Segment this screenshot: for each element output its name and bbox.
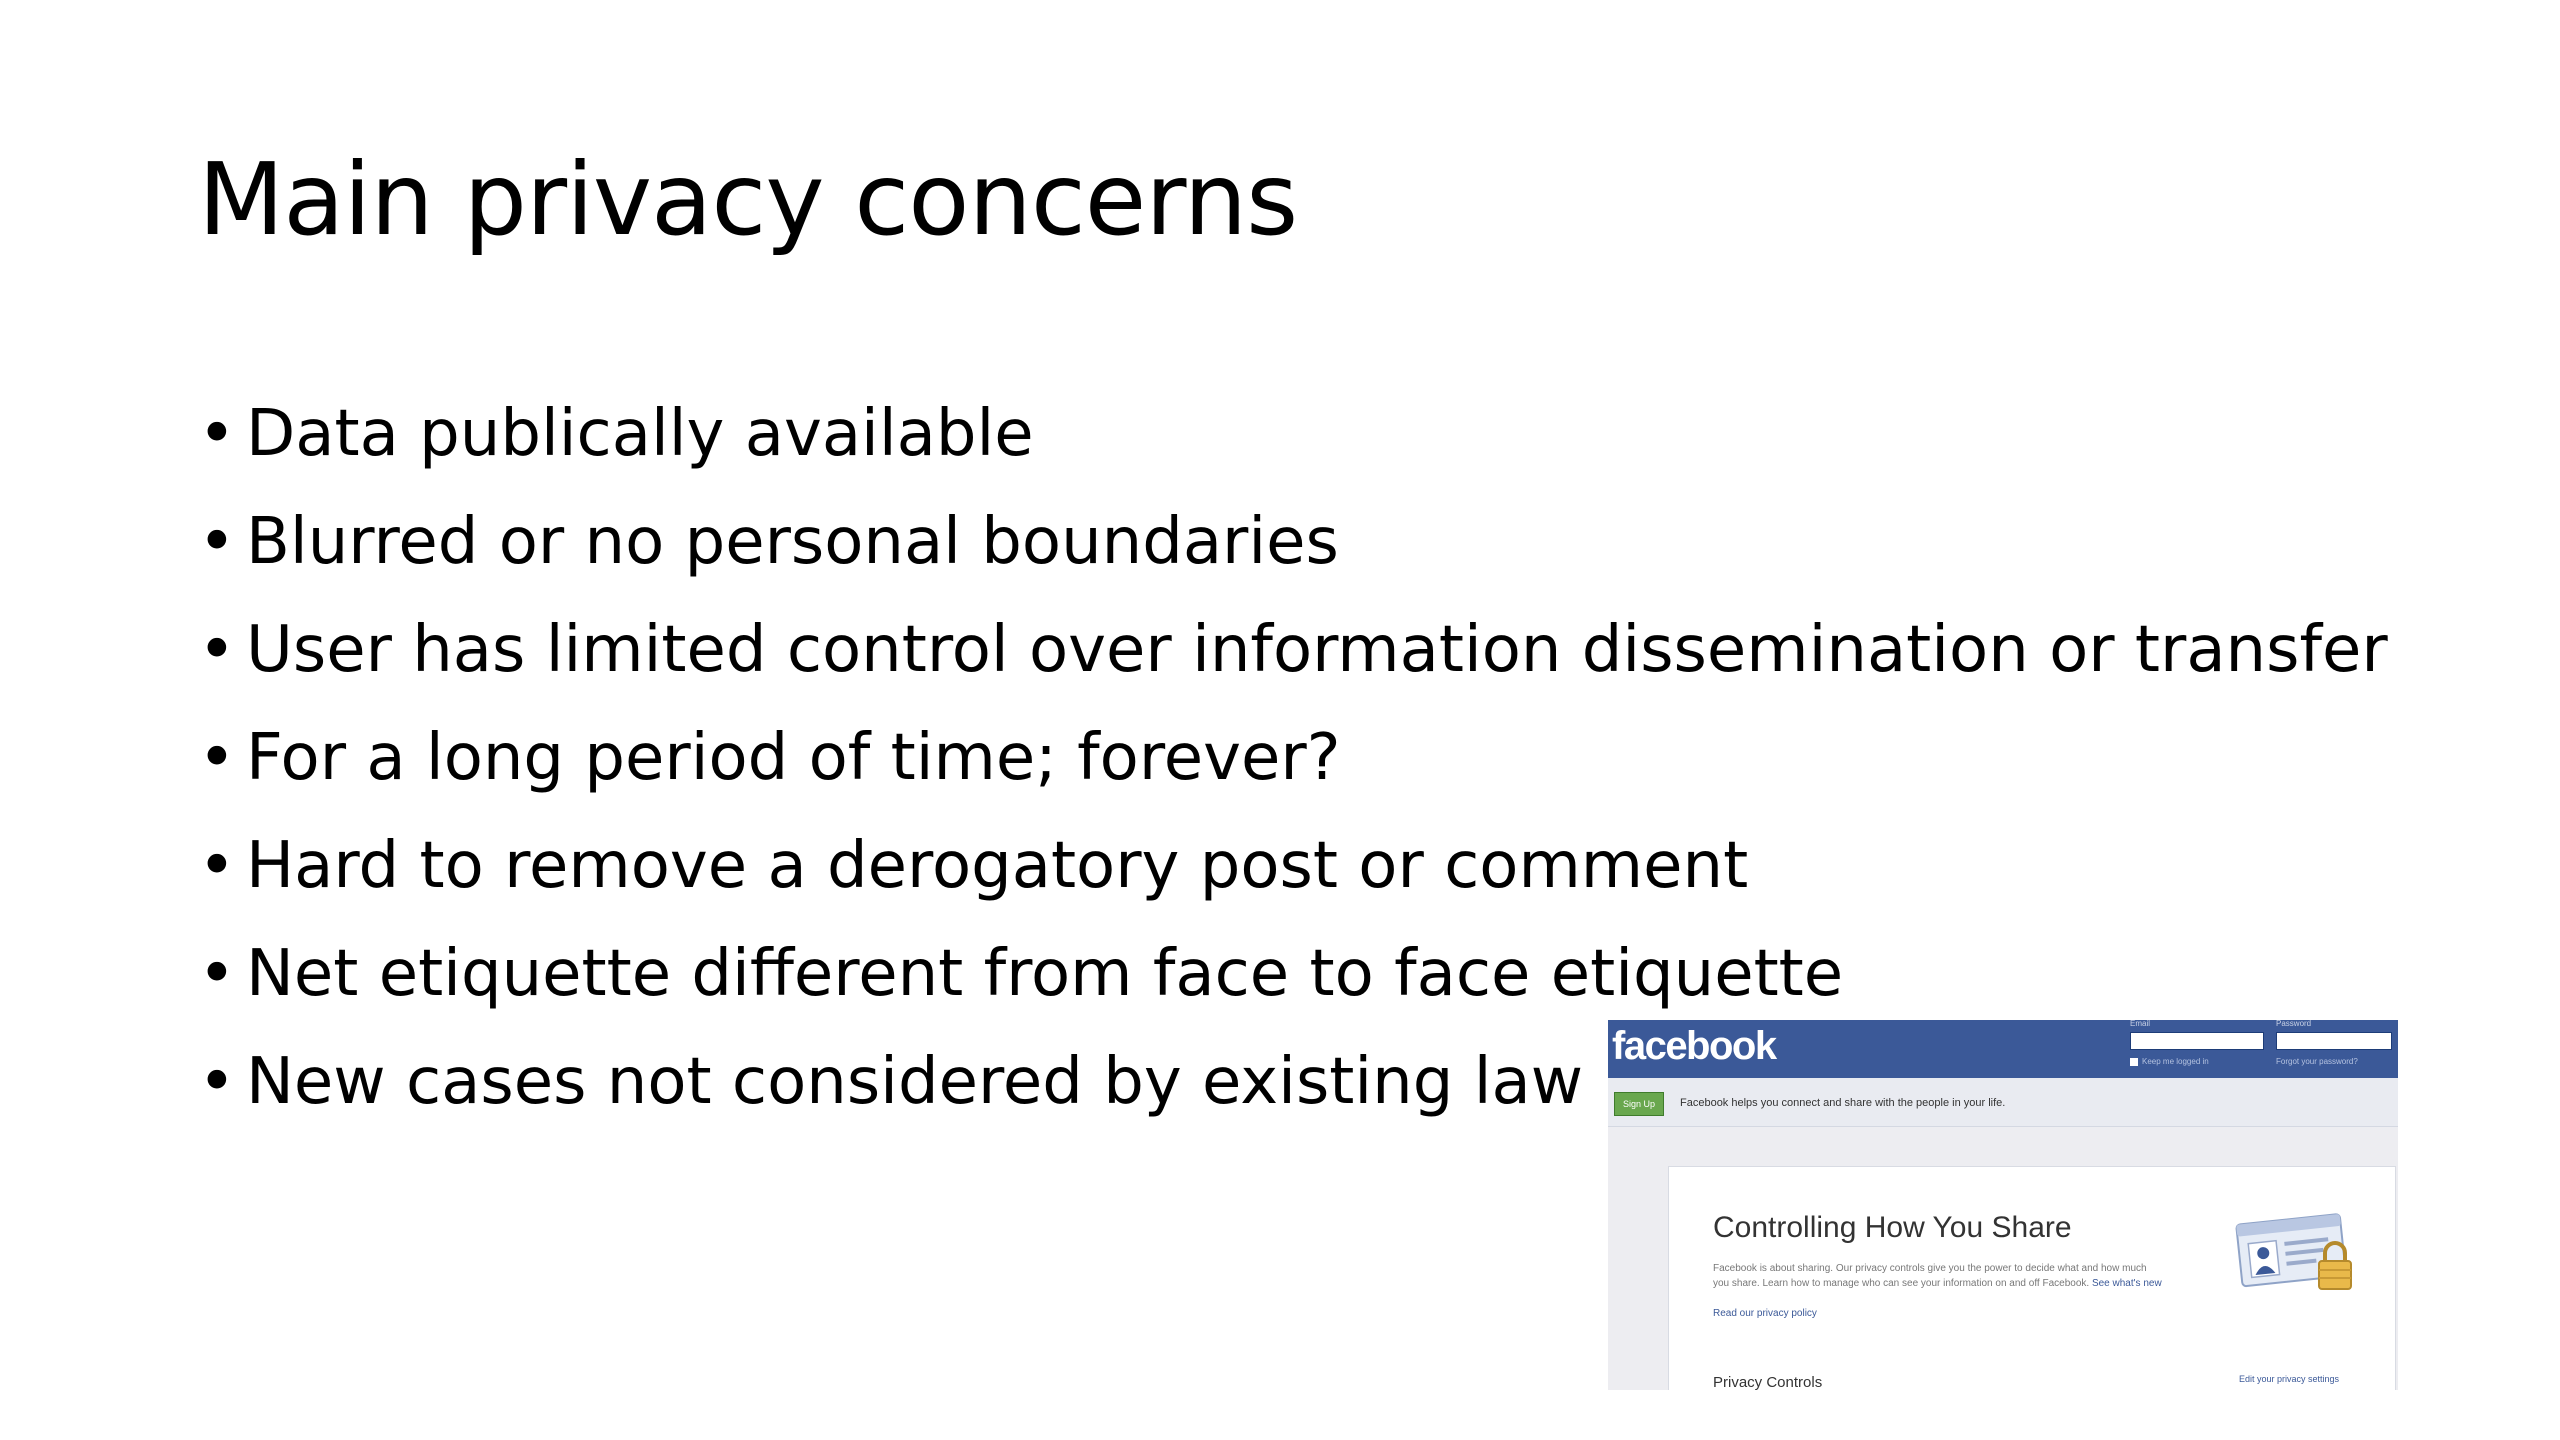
password-field xyxy=(2276,1032,2392,1050)
bullet-symbol: • xyxy=(198,1045,236,1119)
bullet-text: Data publically available xyxy=(246,397,1034,471)
email-field xyxy=(2130,1032,2264,1050)
keep-logged-in-checkbox xyxy=(2130,1058,2138,1066)
privacy-controls-heading: Privacy Controls xyxy=(1713,1374,1823,1390)
bullet-item xyxy=(198,718,2388,826)
bullet-symbol: • xyxy=(198,721,236,795)
password-label: Password xyxy=(2276,1020,2312,1028)
bullet-item xyxy=(198,502,2388,610)
privacy-card-description xyxy=(1713,1261,2163,1291)
privacy-card xyxy=(1668,1166,2396,1390)
edit-privacy-settings-link: Edit your privacy settings xyxy=(2239,1374,2340,1384)
privacy-lock-icon xyxy=(2233,1209,2363,1299)
bullet-symbol: • xyxy=(198,937,236,1011)
privacy-description-text: Facebook is about sharing. Our privacy controls give you the power to decide what and how much you share. Learn how to manage who can see your information on and off Facebook. xyxy=(1713,1263,2147,1289)
bullet-symbol: • xyxy=(198,829,236,903)
bullet-text: Blurred or no personal boundaries xyxy=(246,505,1339,579)
bullet-item xyxy=(198,610,2388,718)
email-label: Email xyxy=(2130,1020,2151,1028)
facebook-header-bar xyxy=(1608,1020,2398,1078)
facebook-logo: facebook xyxy=(1612,1024,1776,1068)
bullet-text: Net etiquette different from face to face etiquette xyxy=(246,937,1844,1011)
bullet-symbol: • xyxy=(198,505,236,579)
bullet-text: User has limited control over information dissemination or transfer xyxy=(246,613,2388,687)
bullet-item xyxy=(198,394,2388,502)
see-whats-new-link: See what's new xyxy=(2091,1278,2162,1289)
slide-title: Main privacy concerns xyxy=(198,141,1298,258)
bullet-symbol: • xyxy=(198,613,236,687)
bullet-item xyxy=(198,826,2388,934)
bullet-symbol: • xyxy=(198,397,236,471)
facebook-screenshot xyxy=(1608,1020,2398,1390)
bullet-text: Hard to remove a derogatory post or comment xyxy=(246,829,1749,903)
facebook-tagline: Facebook helps you connect and share with the people in your life. xyxy=(1680,1097,2006,1109)
privacy-policy-link: Read our privacy policy xyxy=(1713,1308,1817,1319)
bullet-text: For a long period of time; forever? xyxy=(246,721,1341,795)
bullet-text: New cases not considered by existing law xyxy=(246,1045,1584,1119)
sign-up-button: Sign Up xyxy=(1614,1092,1664,1116)
keep-logged-in-label: Keep me logged in xyxy=(2142,1057,2209,1066)
privacy-card-title: Controlling How You Share xyxy=(1713,1211,2072,1244)
forgot-password-link: Forgot your password? xyxy=(2276,1057,2358,1066)
facebook-subbar xyxy=(1608,1078,2398,1127)
